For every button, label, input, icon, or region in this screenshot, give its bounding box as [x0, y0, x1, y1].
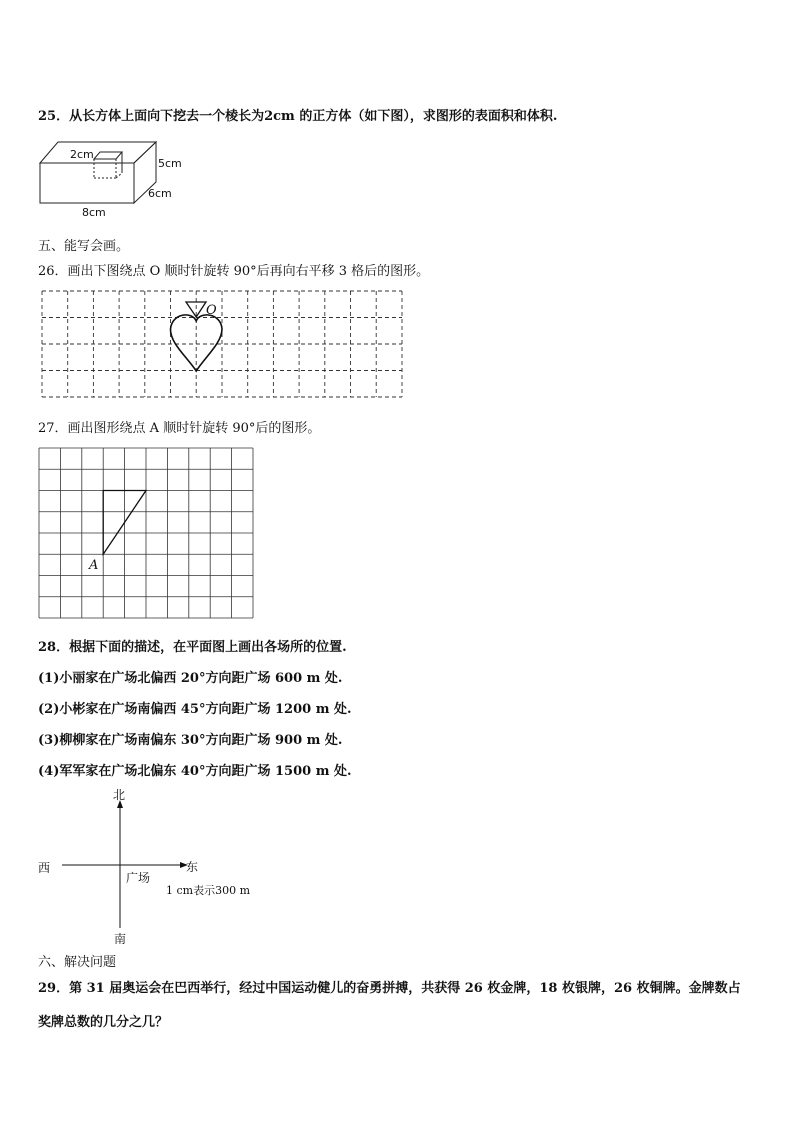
q25-text: 25．从长方体上面向下挖去一个棱长为2cm 的正方体（如下图），求图形的表面积和体积. — [38, 109, 558, 124]
east-label: 东 — [186, 860, 199, 874]
west-label: 西 — [38, 861, 51, 875]
q28-text: 28．根据下面的描述，在平面图上画出各场所的位置. — [38, 640, 347, 655]
q28-item-1: (1)小丽家在广场北偏西 20°方向距广场 600 m 处. — [38, 671, 343, 686]
section-5-heading: 五、能写会画。 — [38, 239, 130, 254]
q29-line-2: 奖牌总数的几分之几？ — [38, 1015, 169, 1030]
compass-axes — [60, 800, 200, 930]
q28-item-3: (3)柳柳家在广场南偏东 30°方向距广场 900 m 处. — [38, 733, 343, 748]
plaza-label: 广场 — [126, 871, 151, 885]
north-label: 北 — [113, 788, 126, 802]
depth-label: 6cm — [148, 187, 172, 200]
q29-line-1: 29．第 31 届奥运会在巴西举行，经过中国运动健儿的奋勇拼搏，共获得 26 枚金牌，18 枚银牌，26 枚铜牌。金牌数占 — [38, 981, 741, 996]
south-label: 南 — [114, 932, 127, 946]
q26-text: 26．画出下图绕点 O 顺时针旋转 90°后再向右平移 3 格后的图形。 — [38, 264, 430, 279]
q28-item-4: (4)军军家在广场北偏东 40°方向距广场 1500 m 处. — [38, 764, 352, 779]
height-label: 5cm — [158, 157, 182, 170]
cuboid-figure — [38, 138, 198, 218]
cube-edge-label: 2cm — [70, 148, 94, 161]
q28-item-2: (2)小彬家在广场南偏西 45°方向距广场 1200 m 处. — [38, 702, 352, 717]
q27-text: 27．画出图形绕点 A 顺时针旋转 90°后的图形。 — [38, 421, 321, 436]
dashed-grid-heart — [42, 291, 402, 397]
scale-label: 1 cm表示300 m — [166, 884, 251, 897]
point-o-label: O — [206, 303, 217, 318]
square-grid-triangle — [39, 448, 253, 618]
length-label: 8cm — [82, 206, 106, 219]
section-6-heading: 六、解决问题 — [38, 955, 117, 970]
point-a-label: A — [89, 558, 99, 573]
